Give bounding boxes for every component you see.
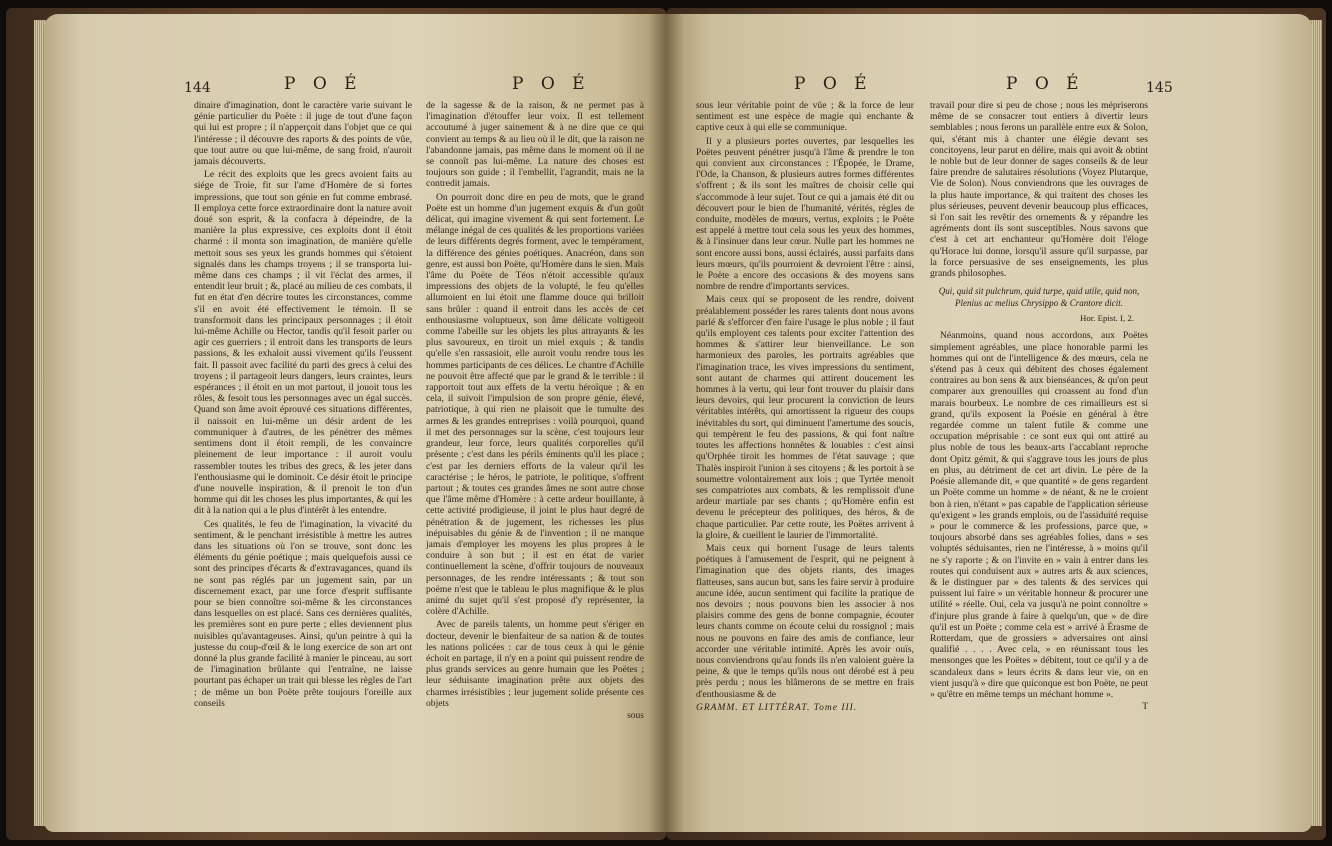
page-number-right: 145 xyxy=(1146,80,1173,96)
paragraph: On pourroit donc dire en peu de mots, que le grand Poëte est un homme d'un jugement exquis & d'un goût délicat, qui imagine vivement & qui sent fortement. Le mélange inégal de ces qualités & les proportions variées de leurs différents degrés forment, avec le tempérament, la différence des génies poétiques. Anacréon, dans son genre, est aussi bon Poëte, qu'Homère dans le sien. Mais l'âme du Poëte de Téos n'étoit accessible qu'aux impressions des objets de la volupté, le feu qu'elles allumoient en lui étoit une flamme douce qui brilloit sans brûler : quand il entroit dans les accès de cet enthousiasme voluptueux, son âme délicate voltigeoit comme l'abeille sur les objets les plus attrayants & les plus savoureux, en tiroit un miel exquis ; & tandis qu'elle s'en rassasioit, elle auroit voulu rendre tous les hommes participants de ces délices. Le chantre d'Achille ne pouvoit être affecté que par le grand & le terrible : il rapportoit tout aux effets de la vertu héroïque ; & en cela, il suivoit l'impulsion de son propre génie, élevé, patriotique, à qui rien ne plaisoit que le tumulte des armes & les grandes entreprises : voilà pourquoi, quand il met des personnages sur la scène, c'est toujours leur grandeur, leur force, leurs qualités corporelles qu'il présente ; c'est dans les périls éminents qu'il les place ; c'est par les derniers efforts de la valeur qu'il les caractérise ; le héros, le patriote, le politique, s'offrent partout ; & toutes ces grandes âmes ne sont autre chose que l'âme même d'Homère : à cette ardeur bouillante, à cette activité prodigieuse, il joint le plus haut degré de pénétration & de jugement, les richesses les plus inépuisables du génie & de l'invention ; il ne manque jamais d'employer les moyens les plus propres à le conduire à son but ; il est en état de varier continuellement la scène, d'offrir toujours de nouveaux personnages, de les rendre intéressants ; & tout son poëme n'est que le tableau le plus magnifique & le plus animé du sujet qu'il s'est proposé d'y représenter, la colère d'Achille. xyxy=(426,191,644,618)
running-head-left-2: P O É xyxy=(512,74,591,94)
paragraph: Avec de pareils talents, un homme peut s'ériger en docteur, devenir le bienfaiteur de sa nation & de toutes les nations policées : car de tous ceux à qui le génie échoit en partage, il n'y en a point qui puissent rendre de plus grands services au genre humain que les Poëtes ; leur séduisante imagination prête aux objets des charmes irrésistibles ; leur jugement solide présente ces objets xyxy=(426,619,644,709)
running-head-right-2: P O É xyxy=(1006,74,1085,94)
running-head-right-1: P O É xyxy=(794,74,873,94)
left-page-column-1 xyxy=(194,100,412,709)
left-page-column-2 xyxy=(426,100,644,722)
page-number-left: 144 xyxy=(184,80,211,96)
paragraph: Mais ceux qui bornent l'usage de leurs talents poétiques à l'amusement de l'esprit, qui ne peignent à l'imagination que des objets riants, des images flatteuses, sans aucun but, sans les faire servir à produire aucune idée, aucun sentiment qui facilite la pratique de nos devoirs ; nous pouvons bien les associer à nos plaisirs comme des gens de bonne compagnie, écouter leurs chants comme on écoute celui du rossignol ; mais nous ne pouvons en faire des amis de confiance, leur accorder une véritable intimité. Après les avoir ouïs, nous conviendrons qu'au fonds ils n'en valoient guère la peine, & que le temps qu'ils nous ont dérobé est à peu près perdu ; nous les blâmerons de se mettre en frais d'enthousiasme & de xyxy=(696,542,914,700)
latin-quotation xyxy=(930,285,1148,309)
catchword: T xyxy=(1142,702,1148,713)
signature-line: GRAMM. ET LITTÉRAT. Tome III. xyxy=(696,702,858,713)
paragraph: sous leur véritable point de vûe ; & la force de leur sentiment est une espèce de magie qui enchante & captive ceux à qui elle se communique. xyxy=(696,100,914,134)
paragraph: travail pour dire si peu de chose ; nous les mépriserons même de se consacrer tout entiers à divertir leurs semblables ; nous ferons un parallèle entre eux & Solon, qui, s'étant mis à chanter une élégie devant ses concitoyens, leur parut en délire, mais qui avoit & obtint le noble but de leur donner de sages conseils & de leur faire prendre de salutaires résolutions (Voyez Plutarque, Vie de Solon). Nous conviendrons que les ouvrages de la plus haute importance, & qui traitent des choses les plus sérieuses, peuvent devenir beaucoup plus efficaces, si l'on sait les revêtir des ornements & y répandre les agréments dont ils sont susceptibles. Nous savons que c'est à cet art enchanteur qu'Homère doit l'éloge qu'Horace lui donne, lorsqu'il assure qu'il surpasse, par la force persuasive de ses enseignements, les plus grands philosophes. xyxy=(930,100,1148,280)
paragraph: dinaire d'imagination, dont le caractère varie suivant le génie particulier du Poëte : il juge de tout d'une façon qui lui est propre ; il n'apperçoit dans l'objet que ce qui l'intéresse ; il découvre des raports & des points de vûe, que tout autre ou que lui-même, de sang froid, n'auroit jamais découverts. xyxy=(194,100,412,168)
paragraph: Le récit des exploits que les grecs avoient faits au siége de Troie, fit sur l'ame d'Homère de si fortes impressions, que tout son génie en fut comme embrasé. Il employa cette force extraordinaire dont la nature avoit doué son esprit, & la confacra à dépeindre, de la manière la plus expressive, ces exploits dont il étoit charmé : il monta son imagination, de manière qu'elle mettoit sous ses yeux les grands hommes qui s'étoient signalés dans les champs troyens ; il se transporta lui-même dans ces champs ; il vit l'éclat des armes, il entendit leur bruit ; &, placé au milieu de ces combats, il fut en état d'en décrire toutes les circonstances, comme s'il en avoit été effectivement le témoin. Il se transformoit dans les principaux personnages ; il étoit lui-même Achille ou Hector, tandis qu'il fesoit parler ou agir ces guerriers ; il entroit dans les transports de leurs passions, & les exhaloit aussi vivement qu'ils l'eussent fait. Il passoit avec facilité du parti des grecs à celui des troyens ; il partageoit leurs dangers, leurs craintes, leurs espérances ; il étoit en un mot partout, il jouoit tous les rôles, & fesoit tous les personnages avec un égal succès. Quand son âme avoit éprouvé ces situations différentes, il naissoit en lui-même un désir ardent de les communiquer à d'autres, de les pénétrer des mêmes sentimens dont il étoit rempli, de les convaincre pleinement de leur importance : il auroit voulu rassembler toutes les tribus des grecs, & les jeter dans l'enthousiasme qui le dominoit. Ce désir étoit le principe d'une nouvelle inspiration, & il prenoit le ton d'un homme qui dit les choses les plus importantes, & qui les dit à la nation qui a le plus d'intérêt à les entendre. xyxy=(194,169,412,517)
right-page xyxy=(666,14,1312,832)
left-page xyxy=(44,14,666,832)
running-head-left-1: P O É xyxy=(284,74,363,94)
quote-reference: Hor. Epist. I, 2. xyxy=(1079,313,1134,324)
catchword: sous xyxy=(627,710,644,721)
paragraph: Mais ceux qui se proposent de les rendre, doivent préalablement posséder les rares talents dont nous avons parlé & s'efforcer d'en faire l'usage le plus noble ; il faut qu'ils employent ces talents pour exciter l'attention des hommes & s'attirer leur bienveillance. Le son harmonieux des paroles, les portraits agréables que l'imagination trace, les vives impressions du sentiment, sont autant de charmes qui attirent doucement les hommes à la vertu, qui leur font trouver du plaisir dans leurs devoirs, qui leur procurent la conviction de leurs véritables intérêts, qui amortissent la rigueur des coups inévitables du sort, qui diminuent l'amertume des soucis, qui tempèrent le feu des passions, & qui font naître toutes les affections honnêtes & louables : c'est ainsi qu'Orphée tiroit les hommes de l'état sauvage ; que Thalès inspiroit l'union à ses citoyens ; & les portoit à se soumettre volontairement aux lois ; que Tyrtée menoit ses compatriotes aux combats, & les remplissoit d'une ardeur martiale par ses chants ; qu'Homère enfin est devenu le précepteur des politiques, des héros, & de chaque particulier. Par cette route, les Poëtes arrivent à la gloire, & cueillent le laurier de l'immortalité. xyxy=(696,294,914,541)
right-page-column-1 xyxy=(696,100,914,714)
right-page-column-2 xyxy=(930,100,1148,713)
quote-line: Plenius ac melius Chrysippo & Crantore dicit. xyxy=(955,298,1123,309)
paragraph: Ces qualités, le feu de l'imagination, la vivacité du sentiment, & le penchant irrésistible à mettre les autres dans les situations où l'on se trouve, sont donc les éléments du génie poétique ; mais quelquefois aussi ce sont des principes d'écarts & d'extravagances, quand ils ne sont pas réglés par un jugement sain, par un discernement exact, par une force d'esprit suffisante pour se bien connoître soi-même & les circonstances dans lesquelles on est placé. Sans ces dernières qualités, les premières sont en pure perte ; elles deviennent plus nuisibles qu'avantageuses. Ainsi, qu'un peintre à qui la justesse du coup-d'œil & le long exercice de son art ont donné la plus grande facilité à manier le pinceau, au sort de l'imagination brûlante qui l'entraîne, ne laisse pourtant pas échaper un trait qui blesse les règles de l'art ; de même un bon Poëte prête toujours l'oreille aux conseils xyxy=(194,518,412,709)
paragraph: Néanmoins, quand nous accordons, aux Poëtes simplement agréables, une place honorable parmi les hommes qui ont de l'intelligence & des mœurs, cela ne s'étend pas à ceux qui débitent des choses également contraires au bon sens & aux bienséances, & qu'on peut comparer aux grenouilles qui croassent au fond d'un marais bourbeux. Le nombre de ces rimailleurs est si grand, qu'ils exposent la Poésie en général à être regardée comme un talent futile & comme une occupation méprisable : ce sont eux qui ont attiré au plus noble de tous les beaux-arts l'accablant reproche dont Opitz gémit, & qui s'aggrave tous les jours de plus en plus, au détriment de cet art divin. Le père de la Poésie allemande dit, « que quantité » de gens regardent un Poëte comme un homme » de néant, & ne le croient bon à rien, n'étant » pas capable de l'application sérieuse qu'exigent » les grands emplois, ou de l'assiduité requise » pour le commerce & les professions, parce que, » toujours absorbé dans ses agréables folies, dans » ses voluptés séduisantes, rien ne l'intéresse, à » moins qu'il ne s'y raporte ; & on l'invite en » vain à entrer dans les routes qui conduisent aux » autres arts & aux sciences, & le distinguer par » des talents & des services qui puissent lui faire » un véritable honneur & procurer une utilité » réelle. Oui, cela va jusqu'à ne point connoître » d'injure plus grande à faire à quelqu'un, que » de dire qu'il est un Poëte ; comme cela est » arrivé à Érasme de Rotterdam, que de grossiers » adversaires ont ainsi qualifié . . . . Avec cela, » en réunissant tous les mensonges que les Poëtes » débitent, tout ce qu'il y a de scandaleux dans » leurs écrits & dans leur vie, on en vient jusqu'à » dire que quiconque est bon Poëte, ne peut » qu'être en même temps un méchant homme ». xyxy=(930,330,1148,700)
paragraph: Il y a plusieurs portes ouvertes, par lesquelles les Poëtes peuvent pénétrer jusqu'à l'âme & prendre le ton qui convient aux circonstances : l'Épopée, le Drame, l'Ode, la Chanson, & plusieurs autres formes différentes s'offrent ; & ils sont les maîtres de choisir celle qui s'accommode à leur sujet. Tout ce qui a jamais été dit ou découvert pour le bien de l'humanité, vérités, règles de conduite, modèles de mœurs, vertus, exploits ; le Poëte est appelé à mettre tout cela sous les yeux des hommes, & à l'insinuer dans leur cœur. Nulle part les hommes ne sont encore aussi bons, aussi éclairés, aussi parfaits dans leurs mœurs, qu'ils pourroient & devroient l'être : ainsi, le Poëte a encore des occasions & des moyens sans nombre de rendre d'importants services. xyxy=(696,135,914,293)
paragraph: de la sagesse & de la raison, & ne permet pas à l'imagination d'étouffer leur voix. Il est tellement accoutumé à juger sainement & à ne dire que ce qui convient au temps & au lieu où il le dit, que la raison ne l'abandonne jamais, pas même dans le moment où il ne se connoît pas lui-même. La nature des choses est toujours son guide ; il l'embellit, l'agrandit, mais ne la contredit jamais. xyxy=(426,100,644,190)
quote-line: Qui, quid sit pulchrum, quid turpe, quid utile, quid non, xyxy=(938,286,1140,297)
